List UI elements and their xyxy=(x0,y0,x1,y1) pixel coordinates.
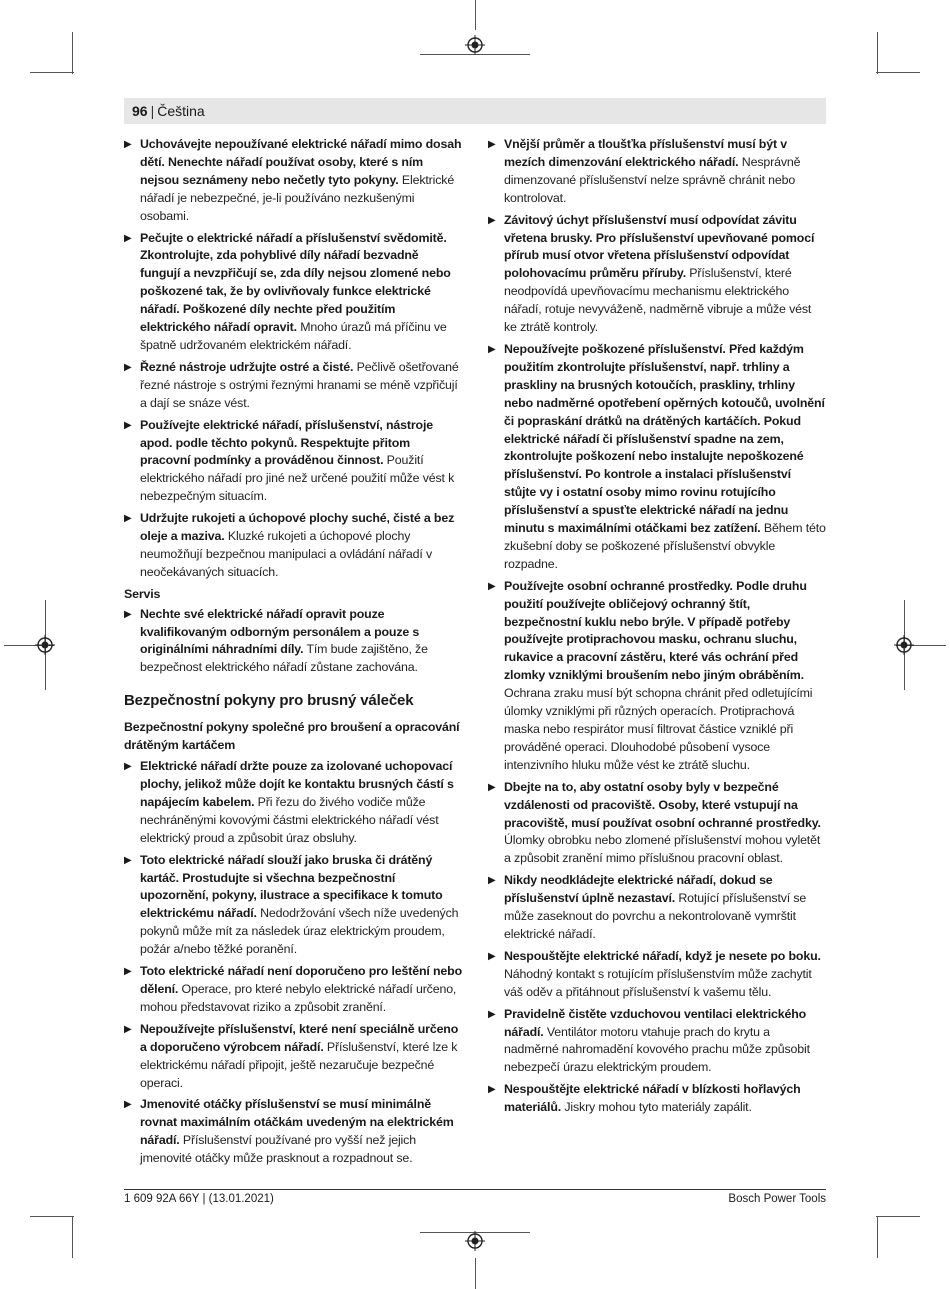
registration-mark-icon xyxy=(35,635,55,655)
section-title: Bezpečnostní pokyny pro brusný váleček xyxy=(124,692,414,710)
footer-divider xyxy=(124,1189,826,1190)
right-column xyxy=(488,136,826,1121)
item-normal-text: Náhodný kontakt s rotujícím příslušenstvím může zachytit váš oděv a přitáhnout příslušenství k vašemu tělu. xyxy=(504,966,812,999)
item-normal-text: Operace, pro které nebylo elektrické nářadí určeno, mohou představovat riziko a způsobit zranění. xyxy=(140,981,457,1014)
servis-list xyxy=(124,606,462,678)
document-code: 1 609 92A 66Y | (13.01.2021) xyxy=(124,1193,274,1205)
item-bold-text: Nepoužívejte příslušenství, které není speciálně určeno a doporučeno výrobcem nářadí. xyxy=(140,1021,459,1054)
item-normal-text: Nedodržování všech níže uvedených pokynů může mít za následek úraz elektrickým proudem, požár a/nebo těžké poranění. xyxy=(140,906,459,957)
bullet-triangle-icon: ▶ xyxy=(124,608,132,620)
accessory-safety-list xyxy=(488,136,826,1117)
crop-mark xyxy=(30,72,74,73)
list-item xyxy=(488,136,826,208)
bullet-triangle-icon: ▶ xyxy=(124,232,132,244)
bullet-triangle-icon: ▶ xyxy=(124,139,132,150)
list-item xyxy=(124,758,462,848)
list-item xyxy=(124,1021,462,1093)
crop-mark xyxy=(877,32,878,74)
item-normal-text: Příslušenství, které lze k elektrickému nářadí připojit, ještě nezaručuje bezpečné operaci. xyxy=(140,1039,458,1090)
bullet-triangle-icon: ▶ xyxy=(124,761,132,773)
header-text xyxy=(132,102,205,120)
list-item xyxy=(124,852,462,959)
item-bold-text: Nikdy neodkládejte elektrické nářadí, dokud se příslušenství úplně nezastaví. xyxy=(504,873,773,906)
page-number: 96 xyxy=(132,103,148,119)
list-item xyxy=(488,779,826,869)
list-item xyxy=(488,872,826,944)
bullet-triangle-icon: ▶ xyxy=(488,343,496,355)
item-normal-text: Použití elektrického nářadí pro jiné než určené použití může vést k nebezpečným situacím. xyxy=(140,453,455,504)
grinding-safety-list xyxy=(124,758,462,1168)
item-bold-text: Udržujte rukojeti a úchopové plochy suché, čisté a bez oleje a maziva. xyxy=(140,511,455,544)
list-item xyxy=(124,1096,462,1168)
item-bold-text: Používejte elektrické nářadí, příslušenství, nástroje apod. podle těchto pokynů. Respektujte přitom pracovní podmínky a prováděnou činnost. xyxy=(140,417,433,468)
registration-mark-icon xyxy=(465,35,485,55)
item-bold-text: Vnější průměr a tloušťka příslušenství musí být v mezích dimenzování elektrického nářadí. xyxy=(504,137,787,169)
item-bold-text: Závitový úchyt příslušenství musí odpovídat závitu vřetena brusky. Pro příslušenství upevňované pomocí přírub musí otvor vřetena příslušenství odpovídat polohovacímu průměru příruby. xyxy=(504,212,815,281)
crop-mark xyxy=(876,1216,920,1217)
header-separator: | xyxy=(150,103,155,119)
list-item xyxy=(488,341,826,574)
registration-mark-icon xyxy=(894,635,914,655)
list-item xyxy=(124,230,462,355)
bullet-triangle-icon: ▶ xyxy=(488,214,496,226)
item-bold-text: Pečujte o elektrické nářadí a příslušenství svědomitě. Zkontrolujte, zda pohyblivé díly nářadí bezvadně fungují a nevzpřičují se, zda díly nejsou zlomené nebo poškozené tak, že by ovlivňovaly funkce elektrické nářadí. Poškozené díly nechte před použitím elektrického nářadí opravit. xyxy=(140,230,451,335)
item-bold-text: Elektrické nářadí držte pouze za izolované uchopovací plochy, jelikož může dojít ke kontaktu brusných částí s napájecím kabelem. xyxy=(140,759,454,809)
item-bold-text: Nespouštějte elektrické nářadí, když je nesete po boku. xyxy=(504,948,821,963)
bullet-triangle-icon: ▶ xyxy=(124,513,132,525)
list-item xyxy=(488,212,826,337)
registration-mark-icon xyxy=(465,1231,485,1251)
list-item xyxy=(124,359,462,413)
item-normal-text: Jiskry mohou tyto materiály zapálit. xyxy=(561,1100,752,1115)
item-normal-text: Příslušenství používané pro vyšší než jejich jmenovité otáčky může prasknout a rozpadnout se. xyxy=(140,1133,416,1166)
crop-mark xyxy=(876,72,920,73)
bullet-triangle-icon: ▶ xyxy=(124,854,132,866)
item-normal-text: Mnoho úrazů má příčinu ve špatně udržovaném elektrickém nářadí. xyxy=(140,320,447,352)
item-normal-text: Tím bude zajištěno, že bezpečnost elektrického nářadí zůstane zachována. xyxy=(140,642,428,675)
crop-mark xyxy=(30,1216,74,1217)
crop-mark xyxy=(877,1216,878,1258)
left-column xyxy=(124,136,462,1172)
bullet-triangle-icon: ▶ xyxy=(488,580,496,592)
item-bold-text: Nespouštějte elektrické nářadí v blízkosti hořlavých materiálů. xyxy=(504,1082,801,1115)
item-normal-text: Úlomky obrobku nebo zlomené příslušenství mohou vyletět a způsobit zranění mimo příslušnou pracovní oblast. xyxy=(504,833,821,866)
safety-list xyxy=(124,136,462,582)
item-bold-text: Nepoužívejte poškozené příslušenství. Před každým použitím zkontrolujte příslušenství, např. trhliny a praskliny na brusných kotoučích, praskliny, trhliny nebo nadměrné opotřebení opěrných kotoučů, uvolnění či popraskání drátků na drátěných kartáčích. Pokud elektrické nářadí či příslušenství spadne na zem, zkontrolujte poškození nebo instalujte nepoškozené příslušenství. Po kontrole a instalaci příslušenství stůjte vy i ostatní osoby mimo rovinu rotujícího příslušenství a spusťte elektrické nářadí na jednu minutu s maximálními otáčkami bez zatížení. xyxy=(504,341,825,536)
list-item xyxy=(124,963,462,1017)
list-item xyxy=(488,1006,826,1078)
bullet-triangle-icon: ▶ xyxy=(488,139,496,150)
language-label: Čeština xyxy=(157,103,205,119)
list-item xyxy=(124,606,462,678)
item-normal-text: Během této zkušební doby se poškozené příslušenství obvykle rozpadne. xyxy=(504,521,826,571)
item-bold-text: Řezné nástroje udržujte ostré a čisté. xyxy=(140,359,354,374)
item-normal-text: Ventilátor motoru vtahuje prach do krytu a nadměrné nahromadění kovového prachu může způsobit nebezpečí úrazu elektrickým proudem. xyxy=(504,1024,810,1075)
item-normal-text: Při řezu do živého vodiče může nechráněnými kovovými částmi elektrického nářadí vést elektrický proud a způsobit úraz obsluhy. xyxy=(140,794,439,845)
list-item xyxy=(124,510,462,582)
item-bold-text: Toto elektrické nářadí slouží jako bruska či drátěný kartáč. Prostudujte si všechna bezpečnostní upozornění, pokyny, ilustrace a specifikace k tomuto elektrickému nářadí. xyxy=(140,852,443,921)
bullet-triangle-icon: ▶ xyxy=(124,361,132,373)
page-header xyxy=(124,98,826,124)
bullet-triangle-icon: ▶ xyxy=(124,966,132,978)
list-item xyxy=(488,1081,826,1117)
item-bold-text: Používejte osobní ochranné prostředky. Podle druhu použití používejte obličejový ochranný štít, bezpečnostní kuklu nebo brýle. V případě potřeby používejte protiprachovou masku, ochranu sluchu, rukavice a pracovní zástěru, které vás ochrání před zlomky vzniklými broušením nebo jiným obráběním. xyxy=(504,578,807,683)
list-item xyxy=(124,417,462,507)
servis-heading: Servis xyxy=(124,586,161,601)
item-bold-text: Toto elektrické nářadí není doporučeno pro leštění nebo dělení. xyxy=(140,964,462,996)
list-item xyxy=(488,578,826,775)
item-bold-text: Pravidelně čistěte vzduchovou ventilaci elektrického nářadí. xyxy=(504,1006,807,1039)
item-normal-text: Nesprávně dimenzované příslušenství nelze správně chránit nebo kontrolovat. xyxy=(504,154,801,205)
crop-mark xyxy=(475,0,476,30)
item-normal-text: Příslušenství, které neodpovídá upevňovacímu mechanismu elektrického nářadí, rotuje nevyváženě, nadměrně vibruje a může vést ke ztrátě kontroly. xyxy=(504,266,812,335)
item-normal-text: Rotující příslušenství se může zaseknout do povrchu a nekontrolovaně vymrštit elektrické nářadí. xyxy=(504,891,807,941)
bullet-triangle-icon: ▶ xyxy=(124,419,132,431)
bullet-triangle-icon: ▶ xyxy=(488,875,496,887)
crop-mark xyxy=(475,1258,476,1289)
list-item xyxy=(488,948,826,1002)
subsection-title: Bezpečnostní pokyny společné pro broušení a opracování drátěným kartáčem xyxy=(124,720,460,753)
item-bold-text: Dbejte na to, aby ostatní osoby byly v bezpečné vzdálenosti od pracoviště. Osoby, které vstupují na pracoviště, musí používat osobní ochranné prostředky. xyxy=(504,779,821,830)
bullet-triangle-icon: ▶ xyxy=(124,1023,132,1035)
crop-mark xyxy=(72,32,73,74)
item-bold-text: Jmenovité otáčky příslušenství se musí minimálně rovnat maximálním otáčkám uvedeným na elektrickém nářadí. xyxy=(140,1097,454,1148)
item-normal-text: Pečlivě ošetřované řezné nástroje s ostrými řeznými hranami se méně vzpřičují a dají se snáze vést. xyxy=(140,359,459,410)
bullet-triangle-icon: ▶ xyxy=(488,781,496,793)
item-normal-text: Kluzké rukojeti a úchopové plochy neumožňují bezpečnou manipulaci a ovládání nářadí v neočekávaných situacích. xyxy=(140,529,432,579)
item-normal-text: Elektrické nářadí je nebezpečné, je-li používáno nezkušenými osobami. xyxy=(140,172,455,223)
crop-mark xyxy=(72,1216,73,1258)
item-bold-text: Uchovávejte nepoužívané elektrické nářadí mimo dosah dětí. Nenechte nářadí používat osoby, které s ním nejsou seznámeny nebo nečetly tyto pokyny. xyxy=(140,137,462,187)
brand-label: Bosch Power Tools xyxy=(728,1193,826,1205)
bullet-triangle-icon: ▶ xyxy=(124,1099,132,1111)
list-item xyxy=(124,136,462,226)
bullet-triangle-icon: ▶ xyxy=(488,1084,496,1096)
bullet-triangle-icon: ▶ xyxy=(488,950,496,962)
bullet-triangle-icon: ▶ xyxy=(488,1008,496,1020)
item-bold-text: Nechte své elektrické nářadí opravit pouze kvalifikovaným odborným personálem a pouze s originálními náhradními díly. xyxy=(140,606,420,657)
item-normal-text: Ochrana zraku musí být schopna chránit před odletujícími úlomky vzniklými při různých operacích. Protiprachová maska nebo respirátor musí filtrovat částice vzniklé při prováděné operaci. Dlouhodobé působení vysoce intenzivního hluku může vést ke ztrátě sluchu. xyxy=(504,686,813,772)
